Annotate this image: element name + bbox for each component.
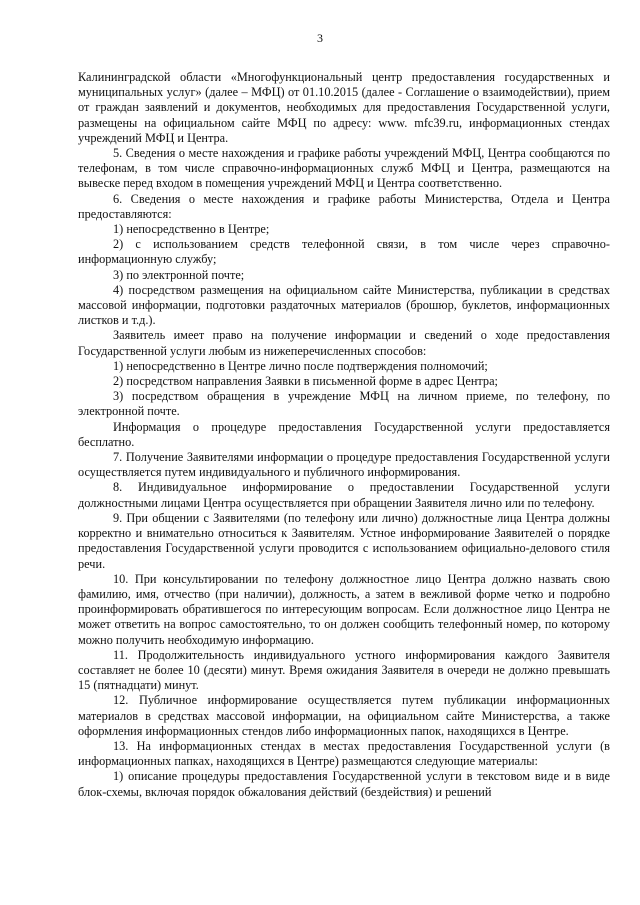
paragraph-item-13-1: 1) описание процедуры предоставления Государственной услуги в текстовом виде и в виде блок-схемы, включая порядок обжалования действий (бездействия) и решений (78, 769, 610, 799)
paragraph-right-1: 1) непосредственно в Центре лично после подтверждения полномочий; (113, 358, 488, 373)
paragraph-item-6-4: 4) посредством размещения на официальном сайте Министерства, публикации в средствах массовой информации, подготовки раздаточных материалов (брошюр, буклетов, информационных листков и т.д.). (78, 282, 610, 328)
paragraph-item-12: 12. Публичное информирование осуществляется путем публикации информационных материалов в средствах массовой информации, на официальном сайте Министерства, а также оформления информационных стендов либо информационных папок, находящихся в Центре. (78, 693, 610, 738)
paragraph-applicant-right: Заявитель имеет право на получение информации и сведений о ходе предоставления Государственной услуги любым из нижеперечисленных способов: (78, 328, 610, 358)
paragraph-item-6-1: 1) непосредственно в Центре; (113, 222, 270, 237)
document-body (78, 70, 610, 800)
paragraph-free-info: Информация о процедуре предоставления Государственной услуги предоставляется бесплатно. (78, 419, 610, 449)
paragraph-item-5: 5. Сведения о месте нахождения и графике работы учреждений МФЦ, Центра сообщаются по телефонам, в том числе справочно-информационных служб МФЦ и Центра, размещаются на вывеске перед входом в помещения учреждений МФЦ и Центра соответственно. (78, 146, 610, 191)
paragraph-item-6: 6. Сведения о месте нахождения и графике работы Министерства, Отдела и Центра предоставляются: (78, 191, 610, 221)
paragraph-item-8: 8. Индивидуальное информирование о предоставлении Государственной услуги должностными лицами Центра осуществляется при обращении Заявителя лично или по телефону. (78, 480, 610, 510)
paragraph-item-10: 10. При консультировании по телефону должностное лицо Центра должно назвать свою фамилию, имя, отчество (при наличии), должность, а затем в вежливой форме четко и подробно проинформировать обратившегося по интересующим вопросам. Если должностное лицо Центра не может ответить на вопрос самостоятельно, то он должен сообщить телефонный номер, по которому можно получить необходимую информацию. (78, 571, 610, 647)
paragraph-item-13: 13. На информационных стендах в местах предоставления Государственной услуги (в информационных папках, находящихся в Центре) размещаются следующие материалы: (78, 738, 610, 769)
paragraph-item-9: 9. При общении с Заявителями (по телефону или лично) должностные лица Центра должны корректно и внимательно относиться к Заявителям. Устное информирование Заявителей о порядке предоставления Государственной услуги проводится с использованием официально-делового стиля речи. (78, 510, 610, 571)
paragraph-right-2: 2) посредством направления Заявки в письменной форме в адрес Центра; (113, 374, 498, 389)
paragraph-item-11: 11. Продолжительность индивидуального устного информирования каждого Заявителя составляет не более 10 (десяти) минут. Время ожидания Заявителя в очереди не должно превышать 15 (пятнадцати) минут. (78, 647, 610, 693)
page-number: 3 (317, 31, 323, 45)
paragraph-right-3: 3) посредством обращения в учреждение МФЦ на личном приеме, по телефону, по электронной почте. (78, 389, 610, 419)
paragraph-item-6-2: 2) с использованием средств телефонной связи, в том числе через справочно-информационную службу; (78, 237, 610, 267)
paragraph-intro-continuation: Калининградской области «Многофункциональный центр предоставления государственных и муниципальных услуг» (далее – МФЦ) от 01.10.2015 (далее - Соглашение о взаимодействии), прием от граждан заявлений и документов, необходимых для предоставления Государственной услуги, размещены на официальном сайте МФЦ по адресу: www. mfc39.ru, информационных стендах учреждений МФЦ и Центра. (78, 70, 610, 145)
paragraph-item-7: 7. Получение Заявителями информации о процедуре предоставления Государственной услуги осуществляется путем индивидуального и публичного информирования. (78, 450, 610, 480)
paragraph-item-6-3: 3) по электронной почте; (113, 267, 245, 282)
